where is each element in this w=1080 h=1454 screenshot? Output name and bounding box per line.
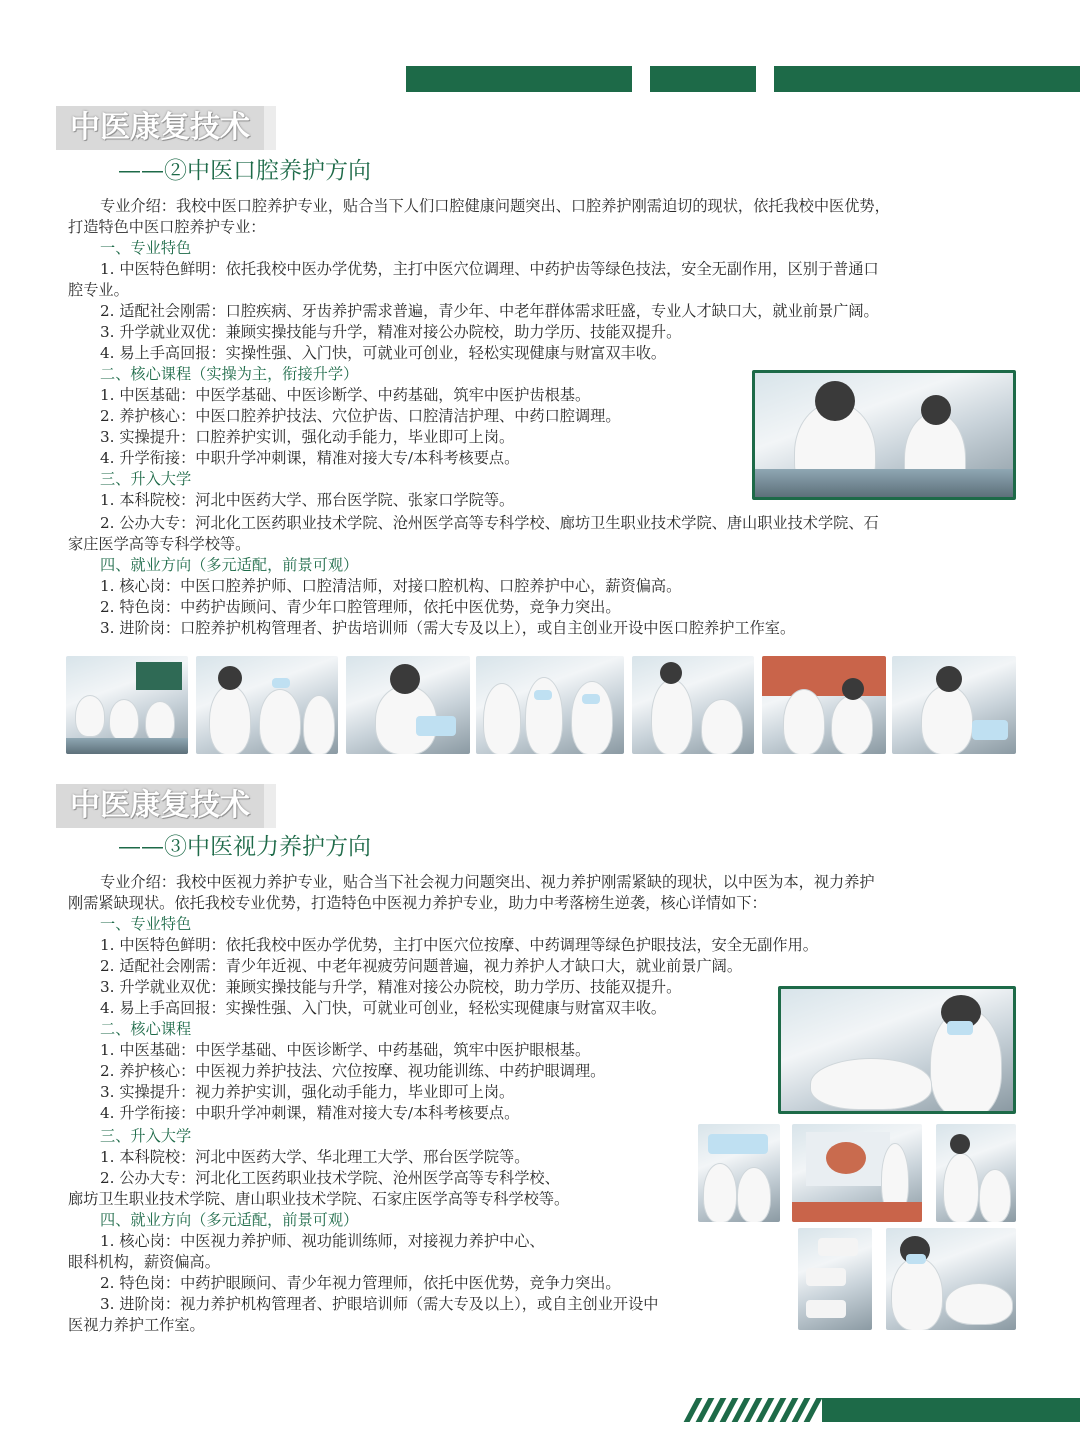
- s1-course-2: 2. 养护核心：中医口腔养护技法、穴位护齿、口腔清洁护理、中药口腔调理。: [100, 407, 621, 425]
- s1-feature-3: 3. 升学就业双优：兼顾实操技能与升学，精准对接公办院校，助力学历、技能双提升。: [100, 323, 682, 341]
- section1-subtitle: ——②中医口腔养护方向: [118, 158, 371, 184]
- strip-photo-5: [632, 656, 754, 754]
- s2-features-heading: 一、专业特色: [100, 915, 192, 933]
- s2-university-2a: 2. 公办大专：河北化工医药职业技术学院、沧州医学高等专科学校、: [100, 1169, 560, 1187]
- strip-photo-3: [346, 656, 470, 754]
- top-bar-2: [650, 66, 756, 92]
- s1-intro-1: 专业介绍：我校中医口腔养护专业，贴合当下人们口腔健康问题突出、口腔养护刚需迫切的现状，依托我校中医优势，: [100, 197, 890, 215]
- s1-course-4: 4. 升学衔接：中职升学冲刺课，精准对接大专/本科考核要点。: [100, 449, 520, 467]
- s1-job-2: 2. 特色岗：中药护齿顾问、青少年口腔管理师，依托中医优势，竞争力突出。: [100, 598, 621, 616]
- s2-course-2: 2. 养护核心：中医视力养护技法、穴位按摩、视功能训练、中药护眼调理。: [100, 1062, 606, 1080]
- bottom-bar: [822, 1398, 1080, 1422]
- s1-university-2a: 2. 公办大专：河北化工医药职业技术学院、沧州医学高等专科学校、廊坊卫生职业技术学院、唐山职业技术学院、石: [100, 514, 879, 532]
- s2-job-3a: 3. 进阶岗：视力养护机构管理者、护眼培训师（需大专及以上），或自主创业开设中: [100, 1295, 659, 1313]
- s1-intro-2: 打造特色中医口腔养护专业：: [68, 218, 266, 236]
- s2-university-2b: 廊坊卫生职业技术学院、唐山职业技术学院、石家庄医学高等专科学校等。: [68, 1190, 570, 1208]
- s1-university-heading: 三、升入大学: [100, 470, 192, 488]
- s1-courses-heading: 二、核心课程（实操为主，衔接升学）: [100, 365, 359, 383]
- s1-job-3: 3. 进阶岗：口腔养护机构管理者、护齿培训师（需大专及以上），或自主创业开设中医口腔养护工作室。: [100, 619, 796, 637]
- top-bar-1: [406, 66, 632, 92]
- s1-feature-1a: 1. 中医特色鲜明：依托我校中医办学优势，主打中医穴位调理、中药护齿等绿色技法，安全无副作用，区别于普通口: [100, 260, 879, 278]
- s1-university-2b: 家庄医学高等专科学校等。: [68, 535, 251, 553]
- s2-jobs-heading: 四、就业方向（多元适配，前景可观）: [100, 1211, 359, 1229]
- strip-photo-1: [66, 656, 188, 754]
- strip-photo-6: [762, 656, 886, 754]
- s2-job-2: 2. 特色岗：中药护眼顾问、青少年视力管理师，依托中医优势，竞争力突出。: [100, 1274, 621, 1292]
- strip-photo-7: [892, 656, 1016, 754]
- eye-care-photo-b: [792, 1124, 922, 1222]
- s1-university-1: 1. 本科院校：河北中医药大学、邢台医学院、张家口学院等。: [100, 491, 515, 509]
- oral-care-lab-photo: [752, 370, 1016, 500]
- strip-photo-4: [476, 656, 624, 754]
- s1-jobs-heading: 四、就业方向（多元适配，前景可观）: [100, 556, 359, 574]
- s2-intro-1: 专业介绍：我校中医视力养护专业，贴合当下社会视力问题突出、视力养护刚需紧缺的现状，以中医为本，视力养护: [100, 873, 875, 891]
- bottom-stripes: [690, 1398, 822, 1422]
- s1-feature-2: 2. 适配社会刚需：口腔疾病、牙齿养护需求普遍，青少年、中老年群体需求旺盛，专业人才缺口大，就业前景广阔。: [100, 302, 879, 320]
- eye-care-photo-c: [936, 1124, 1016, 1222]
- s2-feature-2: 2. 适配社会刚需：青少年近视、中老年视疲劳问题普遍，视力养护人才缺口大，就业前景广阔。: [100, 957, 743, 975]
- s2-job-3b: 医视力养护工作室。: [68, 1316, 205, 1334]
- s2-feature-3: 3. 升学就业双优：兼顾实操技能与升学，精准对接公办院校，助力学历、技能双提升。: [100, 978, 682, 996]
- s1-features-heading: 一、专业特色: [100, 239, 192, 257]
- s2-courses-heading: 二、核心课程: [100, 1020, 192, 1038]
- s1-course-1: 1. 中医基础：中医学基础、中医诊断学、中药基础，筑牢中医护齿根基。: [100, 386, 591, 404]
- s2-course-4: 4. 升学衔接：中职升学冲刺课，精准对接大专/本科考核要点。: [100, 1104, 520, 1122]
- s2-course-3: 3. 实操提升：视力养护实训，强化动手能力，毕业即可上岗。: [100, 1083, 515, 1101]
- s1-feature-1b: 腔专业。: [68, 281, 129, 299]
- s2-course-1: 1. 中医基础：中医学基础、中医诊断学、中药基础，筑牢中医护眼根基。: [100, 1041, 591, 1059]
- s1-feature-4: 4. 易上手高回报：实操性强、入门快，可就业可创业，轻松实现健康与财富双丰收。: [100, 344, 667, 362]
- s2-job-1b: 眼科机构，薪资偏高。: [68, 1253, 220, 1271]
- eye-care-photo-a: [698, 1124, 780, 1222]
- s2-university-heading: 三、升入大学: [100, 1127, 192, 1145]
- eye-care-photo-d: [798, 1228, 872, 1330]
- eye-care-photo-e: [886, 1228, 1016, 1330]
- strip-photo-2: [196, 656, 338, 754]
- s2-university-1: 1. 本科院校：河北中医药大学、华北理工大学、邢台医学院等。: [100, 1148, 530, 1166]
- s2-feature-4: 4. 易上手高回报：实操性强、入门快，可就业可创业，轻松实现健康与财富双丰收。: [100, 999, 667, 1017]
- eye-care-main-photo: [778, 986, 1016, 1114]
- s1-job-1: 1. 核心岗：中医口腔养护师、口腔清洁师，对接口腔机构、口腔养护中心，薪资偏高。: [100, 577, 682, 595]
- s2-job-1a: 1. 核心岗：中医视力养护师、视功能训练师，对接视力养护中心、: [100, 1232, 545, 1250]
- s2-intro-2: 刚需紧缺现状。依托我校专业优势，打造特色中医视力养护专业，助力中考落榜生逆袭，核心详情如下：: [68, 894, 767, 912]
- section2-title: 中医康复技术: [56, 784, 276, 828]
- s1-course-3: 3. 实操提升：口腔养护实训，强化动手能力，毕业即可上岗。: [100, 428, 515, 446]
- section2-subtitle: ——③中医视力养护方向: [118, 834, 371, 860]
- s2-feature-1: 1. 中医特色鲜明：依托我校中医办学优势，主打中医穴位按摩、中药调理等绿色护眼技法，安全无副作用。: [100, 936, 818, 954]
- top-bar-3: [774, 66, 1080, 92]
- section1-title: 中医康复技术: [56, 106, 276, 150]
